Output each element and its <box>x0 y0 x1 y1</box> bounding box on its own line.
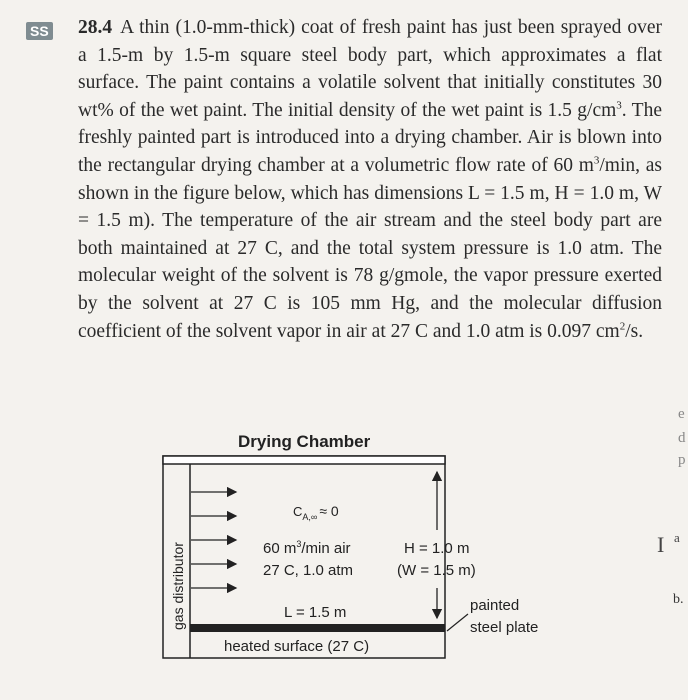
problem-text-part2: . The freshly painted part is introduced into a drying chamber. Air is blown into the rectangular drying chamber at a volumetric flow rate of 60 m <box>78 99 662 176</box>
edge-glyph-a: a <box>674 530 680 545</box>
gas-distributor-label: gas distributor <box>170 542 186 630</box>
air-flow-unit: /min air <box>301 540 351 557</box>
width-label: (W = 1.5 m) <box>397 562 476 579</box>
air-flow-rate <box>263 539 351 557</box>
chamber-top-wall <box>163 456 445 464</box>
plate-leader-line <box>447 614 468 631</box>
superscript-3a: 3 <box>616 99 622 112</box>
air-conditions: 27 C, 1.0 atm <box>263 562 354 579</box>
c-approx: ≈ 0 <box>319 503 339 519</box>
problem-number: 28.4 <box>78 17 113 38</box>
painted-plate <box>190 624 445 632</box>
concentration-label <box>293 503 339 522</box>
problem-text-part3: /min, as shown in the figure below, which has dimensions L = 1.5 m, H = 1.0 m, W = 1.5 m). The temperature of the air stream and the steel body part are both maintained at 27 C, and the total system pressure is 1.0 atm. The molecular weight of the solvent is 78 g/gmole, the vapor pressure exerted by the solvent at 27 C is 105 mm Hg, and the molecular diffusion coefficient of the solvent vapor in air at 27 C and 1.0 atm is 0.097 cm <box>78 154 662 342</box>
length-label: L = 1.5 m <box>284 604 347 621</box>
air-flow-sup: 3 <box>296 539 302 549</box>
problem-text-part1: A thin (1.0-mm-thick) coat of fresh paint has just been sprayed over a 1.5-m by 1.5-m square steel body part, which approximates a flat surface. The paint contains a volatile solvent that initially constitutes 30 wt% of the wet paint. The initial density of the wet paint is 1.5 g/cm <box>78 17 662 121</box>
steel-plate-label: steel plate <box>470 619 539 636</box>
edge-glyph-d: d <box>678 430 686 446</box>
problem-text <box>78 14 662 345</box>
c-subscript: A,∞ <box>302 512 318 522</box>
ss-badge: SS <box>26 22 53 40</box>
superscript-3b: 3 <box>593 154 600 167</box>
edge-glyph-p: p <box>678 452 686 468</box>
figure-title: Drying Chamber <box>238 432 371 451</box>
text-cursor-icon: I <box>657 532 665 557</box>
painted-label: painted <box>470 597 520 614</box>
chamber-outline <box>163 456 445 658</box>
flow-arrows <box>191 492 236 588</box>
c-symbol: C <box>293 504 303 519</box>
problem-text-part4: /s. <box>625 320 644 342</box>
edge-glyph-e: e <box>678 406 685 422</box>
edge-glyph-b: b. <box>673 592 684 607</box>
height-label: H = 1.0 m <box>404 540 470 557</box>
superscript-2: 2 <box>619 320 626 333</box>
heated-surface-label: heated surface (27 C) <box>224 638 370 655</box>
air-flow-value: 60 m <box>263 540 297 557</box>
